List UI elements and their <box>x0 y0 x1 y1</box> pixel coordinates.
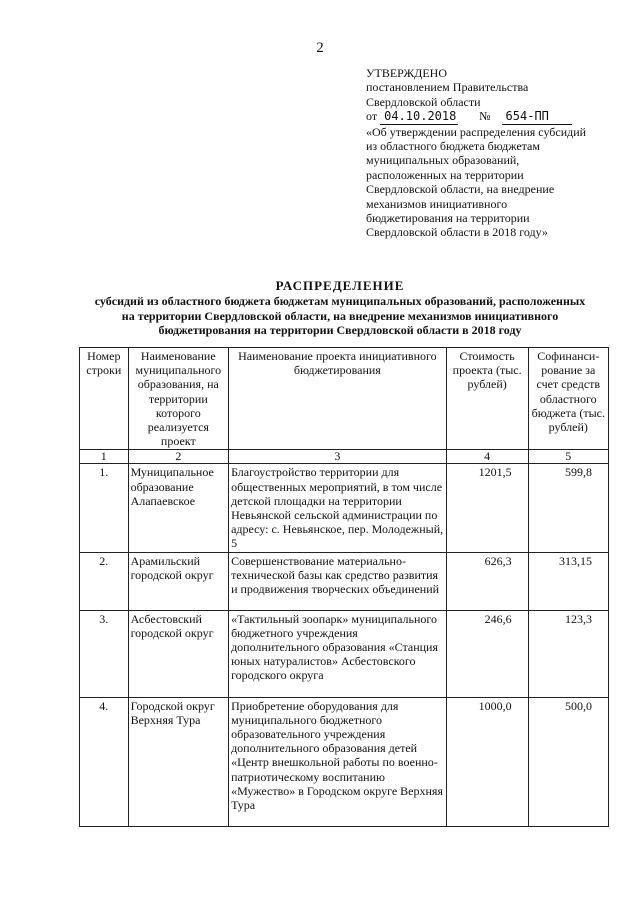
table-row <box>80 697 609 826</box>
municipality-cell: Арамильский городской округ <box>128 552 229 610</box>
approval-line: Свердловской области <box>366 94 481 109</box>
project-cell: Благоустройство территории для общественных мероприятий, в том числе детской площадки на территории Невьянской сельской администрации по адресу: с. Невьянское, пер. Молодежный, 5 <box>229 464 447 552</box>
column-number-row <box>80 450 609 464</box>
column-number: 4 <box>446 450 528 464</box>
page-number: 2 <box>316 40 324 56</box>
cost-cell <box>446 610 528 697</box>
cofinancing-value: 123,3 <box>565 611 592 626</box>
header-cost: Стоимость проекта (тыс. рублей) <box>446 348 528 450</box>
header-municipality: Наименование муниципального образования, на территории которого реализуется проект <box>128 348 229 450</box>
cost-value: 246,6 <box>484 611 512 626</box>
cost-cell <box>446 464 528 552</box>
cofinancing-cell <box>528 552 608 610</box>
cost-cell <box>446 552 528 610</box>
project-cell: Совершенствование материально-технической базы как средство развития и продвижения творческих объединений <box>229 552 447 610</box>
decree-title-line: муниципальных образований, <box>366 153 520 168</box>
header-cofinancing: Софинанси-рование за счет средств областного бюджета (тыс. рублей) <box>528 348 608 450</box>
decree-title-line: расположенных на территории <box>366 167 524 182</box>
document-heading <box>60 278 620 338</box>
table-row <box>80 552 609 610</box>
document-title: РАСПРЕДЕЛЕНИЕ <box>275 278 405 293</box>
cost-value: 626,3 <box>484 553 512 568</box>
column-number: 5 <box>528 450 608 464</box>
approval-stamp: УТВЕРЖДЕНО <box>366 66 448 80</box>
approval-number: 654-ПП <box>502 109 572 124</box>
document-subtitle-line: субсидий из областного бюджета бюджетам муниципальных образований, расположенных <box>94 294 586 308</box>
column-number: 3 <box>229 450 447 464</box>
row-number: 1. <box>80 464 129 552</box>
column-number: 1 <box>80 450 129 464</box>
project-cell: «Тактильный зоопарк» муниципального бюджетного учреждения дополнительного образования «Станция юных натуралистов» Асбестовского городского округа <box>229 610 447 697</box>
table-row <box>80 464 609 552</box>
cofinancing-value: 599,8 <box>565 465 592 480</box>
municipality-cell: Асбестовский городской округ <box>128 610 229 697</box>
header-row-number: Номер строки <box>80 348 129 450</box>
approval-line: постановлением Правительства <box>366 80 529 95</box>
date-prefix: от <box>366 109 378 124</box>
approval-block <box>366 66 626 240</box>
decree-title-line: из областного бюджета бюджетам <box>366 139 540 154</box>
column-number: 2 <box>128 450 229 464</box>
decree-title-line: «Об утверждении распределения субсидий <box>366 124 587 139</box>
cost-cell <box>446 697 528 826</box>
approval-date: 04.10.2018 <box>380 109 458 124</box>
approval-date-line <box>366 109 626 124</box>
municipality-cell: Городской округ Верхняя Тура <box>128 697 229 826</box>
row-number: 4. <box>80 697 129 826</box>
decree-title-line: Свердловской области в 2018 году» <box>366 225 548 240</box>
row-number: 2. <box>80 552 129 610</box>
decree-title-line: бюджетирования на территории <box>366 211 530 226</box>
cost-value: 1201,5 <box>478 465 512 480</box>
cofinancing-cell <box>528 697 608 826</box>
project-cell: Приобретение оборудования для муниципального бюджетного образовательного учреждения дополнительного образования детей «Центр внешкольной работы по военно-патриотическому воспитанию «Мужество» в Городском округе Верхняя Тура <box>229 697 447 826</box>
document-subtitle-line: на территории Свердловской области, на внедрение механизмов инициативного <box>121 308 559 323</box>
table-row <box>80 610 609 697</box>
header-project: Наименование проекта инициативного бюджетирования <box>229 348 447 450</box>
number-label: № <box>479 109 491 124</box>
cofinancing-value: 313,15 <box>559 553 592 568</box>
decree-title-line: механизмов инициативного <box>366 196 508 211</box>
decree-title-line: Свердловской области, на внедрение <box>366 182 555 197</box>
distribution-table <box>79 347 609 827</box>
cofinancing-cell <box>528 610 608 697</box>
row-number: 3. <box>80 610 129 697</box>
cofinancing-value: 500,0 <box>565 698 592 713</box>
cost-value: 1000,0 <box>478 698 512 713</box>
municipality-cell: Муниципальное образование Алапаевское <box>128 464 229 552</box>
cofinancing-cell <box>528 464 608 552</box>
table-header-row <box>80 348 609 450</box>
document-subtitle-line: бюджетирования на территории Свердловской области в 2018 году <box>158 323 522 337</box>
